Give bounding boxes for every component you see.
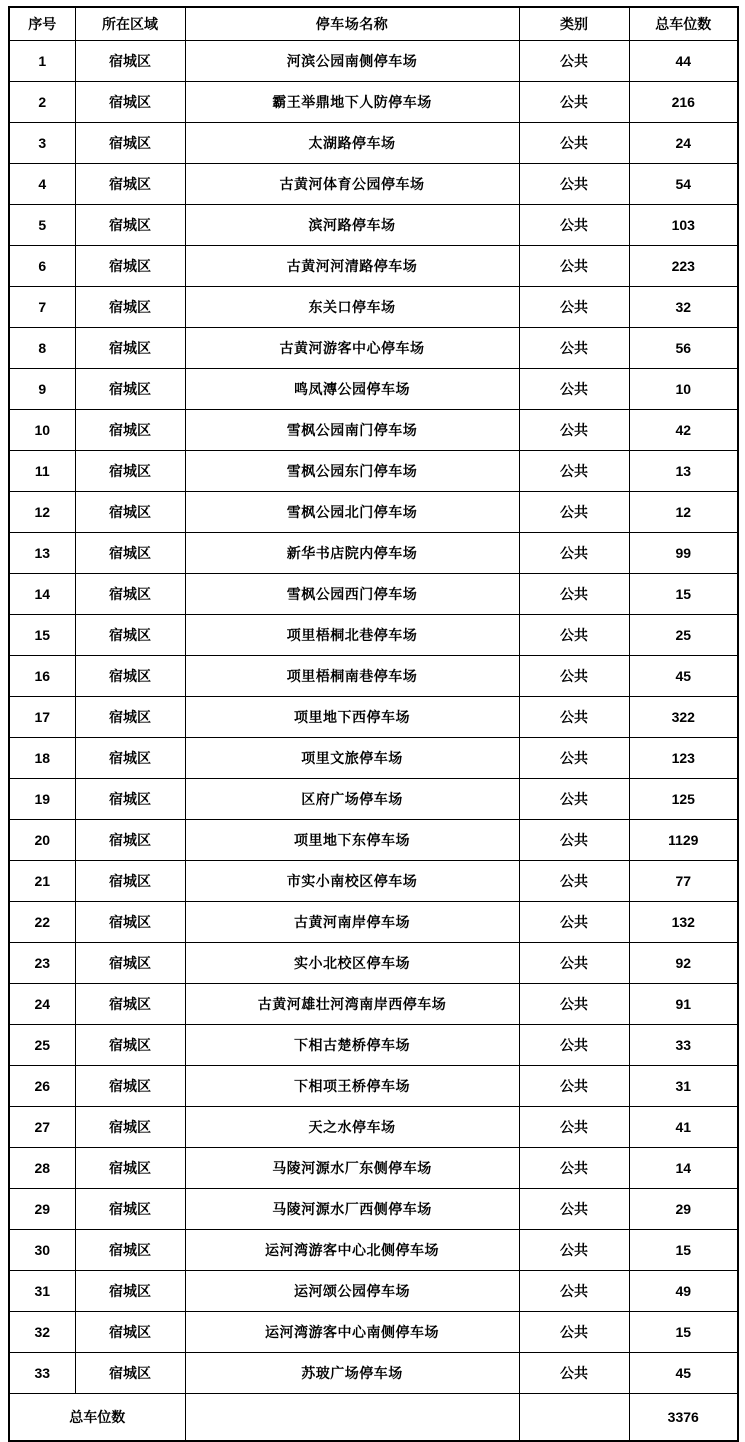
table-row bbox=[9, 1353, 738, 1394]
cell-parking-name: 项里地下东停车场 bbox=[185, 820, 519, 861]
table-row bbox=[9, 41, 738, 82]
column-header-total-spaces: 总车位数 bbox=[629, 7, 738, 41]
table-row bbox=[9, 1066, 738, 1107]
cell-total-spaces: 92 bbox=[629, 943, 738, 984]
cell-index: 30 bbox=[9, 1230, 75, 1271]
cell-total-spaces: 15 bbox=[629, 1312, 738, 1353]
cell-total-spaces: 15 bbox=[629, 1230, 738, 1271]
cell-area: 宿城区 bbox=[75, 615, 185, 656]
cell-category: 公共 bbox=[519, 861, 629, 902]
cell-index: 19 bbox=[9, 779, 75, 820]
cell-area: 宿城区 bbox=[75, 1312, 185, 1353]
cell-category: 公共 bbox=[519, 123, 629, 164]
cell-total-spaces: 125 bbox=[629, 779, 738, 820]
table-row bbox=[9, 451, 738, 492]
cell-parking-name: 运河颂公园停车场 bbox=[185, 1271, 519, 1312]
cell-parking-name: 雪枫公园西门停车场 bbox=[185, 574, 519, 615]
cell-index: 12 bbox=[9, 492, 75, 533]
cell-area: 宿城区 bbox=[75, 1230, 185, 1271]
cell-parking-name: 霸王举鼎地下人防停车场 bbox=[185, 82, 519, 123]
cell-parking-name: 雪枫公园南门停车场 bbox=[185, 410, 519, 451]
cell-area: 宿城区 bbox=[75, 82, 185, 123]
cell-category: 公共 bbox=[519, 246, 629, 287]
cell-index: 26 bbox=[9, 1066, 75, 1107]
cell-parking-name: 古黄河游客中心停车场 bbox=[185, 328, 519, 369]
total-value: 3376 bbox=[629, 1394, 738, 1442]
cell-category: 公共 bbox=[519, 533, 629, 574]
cell-parking-name: 项里地下西停车场 bbox=[185, 697, 519, 738]
cell-parking-name: 项里梧桐北巷停车场 bbox=[185, 615, 519, 656]
table-row bbox=[9, 287, 738, 328]
cell-area: 宿城区 bbox=[75, 943, 185, 984]
table-row bbox=[9, 615, 738, 656]
table-row bbox=[9, 1107, 738, 1148]
cell-area: 宿城区 bbox=[75, 492, 185, 533]
table-row bbox=[9, 902, 738, 943]
table-row bbox=[9, 697, 738, 738]
table-row bbox=[9, 1189, 738, 1230]
cell-parking-name: 运河湾游客中心北侧停车场 bbox=[185, 1230, 519, 1271]
cell-category: 公共 bbox=[519, 205, 629, 246]
cell-total-spaces: 223 bbox=[629, 246, 738, 287]
cell-parking-name: 古黄河雄壮河湾南岸西停车场 bbox=[185, 984, 519, 1025]
cell-category: 公共 bbox=[519, 656, 629, 697]
cell-index: 27 bbox=[9, 1107, 75, 1148]
cell-area: 宿城区 bbox=[75, 287, 185, 328]
cell-total-spaces: 132 bbox=[629, 902, 738, 943]
cell-parking-name: 项里梧桐南巷停车场 bbox=[185, 656, 519, 697]
table-row bbox=[9, 820, 738, 861]
table-row bbox=[9, 123, 738, 164]
table-row bbox=[9, 656, 738, 697]
cell-parking-name: 下相项王桥停车场 bbox=[185, 1066, 519, 1107]
table-row bbox=[9, 1025, 738, 1066]
cell-index: 22 bbox=[9, 902, 75, 943]
cell-index: 32 bbox=[9, 1312, 75, 1353]
cell-area: 宿城区 bbox=[75, 451, 185, 492]
table-row bbox=[9, 779, 738, 820]
cell-parking-name: 河滨公园南侧停车场 bbox=[185, 41, 519, 82]
cell-category: 公共 bbox=[519, 574, 629, 615]
table-row bbox=[9, 246, 738, 287]
table-row bbox=[9, 574, 738, 615]
cell-area: 宿城区 bbox=[75, 820, 185, 861]
cell-category: 公共 bbox=[519, 697, 629, 738]
cell-area: 宿城区 bbox=[75, 328, 185, 369]
cell-index: 33 bbox=[9, 1353, 75, 1394]
table-row bbox=[9, 410, 738, 451]
cell-area: 宿城区 bbox=[75, 1271, 185, 1312]
cell-parking-name: 区府广场停车场 bbox=[185, 779, 519, 820]
cell-index: 11 bbox=[9, 451, 75, 492]
cell-total-spaces: 1129 bbox=[629, 820, 738, 861]
cell-index: 18 bbox=[9, 738, 75, 779]
table-row bbox=[9, 1230, 738, 1271]
cell-category: 公共 bbox=[519, 779, 629, 820]
cell-index: 7 bbox=[9, 287, 75, 328]
cell-index: 2 bbox=[9, 82, 75, 123]
cell-total-spaces: 14 bbox=[629, 1148, 738, 1189]
cell-parking-name: 新华书店院内停车场 bbox=[185, 533, 519, 574]
cell-total-spaces: 103 bbox=[629, 205, 738, 246]
cell-index: 13 bbox=[9, 533, 75, 574]
table-row bbox=[9, 164, 738, 205]
cell-area: 宿城区 bbox=[75, 246, 185, 287]
cell-total-spaces: 29 bbox=[629, 1189, 738, 1230]
table-row bbox=[9, 82, 738, 123]
cell-total-spaces: 56 bbox=[629, 328, 738, 369]
column-header-name: 停车场名称 bbox=[185, 7, 519, 41]
cell-area: 宿城区 bbox=[75, 369, 185, 410]
cell-parking-name: 天之水停车场 bbox=[185, 1107, 519, 1148]
cell-total-spaces: 12 bbox=[629, 492, 738, 533]
cell-category: 公共 bbox=[519, 1148, 629, 1189]
cell-total-spaces: 33 bbox=[629, 1025, 738, 1066]
cell-total-spaces: 91 bbox=[629, 984, 738, 1025]
cell-area: 宿城区 bbox=[75, 738, 185, 779]
cell-index: 14 bbox=[9, 574, 75, 615]
cell-parking-name: 马陵河源水厂西侧停车场 bbox=[185, 1189, 519, 1230]
cell-area: 宿城区 bbox=[75, 1107, 185, 1148]
cell-area: 宿城区 bbox=[75, 902, 185, 943]
cell-category: 公共 bbox=[519, 738, 629, 779]
column-header-index: 序号 bbox=[9, 7, 75, 41]
cell-category: 公共 bbox=[519, 615, 629, 656]
cell-index: 15 bbox=[9, 615, 75, 656]
cell-total-spaces: 13 bbox=[629, 451, 738, 492]
cell-category: 公共 bbox=[519, 1353, 629, 1394]
cell-parking-name: 雪枫公园东门停车场 bbox=[185, 451, 519, 492]
cell-area: 宿城区 bbox=[75, 984, 185, 1025]
table-body bbox=[9, 41, 738, 1394]
cell-category: 公共 bbox=[519, 369, 629, 410]
cell-total-spaces: 44 bbox=[629, 41, 738, 82]
cell-area: 宿城区 bbox=[75, 779, 185, 820]
cell-area: 宿城区 bbox=[75, 1353, 185, 1394]
cell-parking-name: 市实小南校区停车场 bbox=[185, 861, 519, 902]
cell-total-spaces: 41 bbox=[629, 1107, 738, 1148]
table-row bbox=[9, 1312, 738, 1353]
cell-category: 公共 bbox=[519, 410, 629, 451]
cell-category: 公共 bbox=[519, 820, 629, 861]
cell-index: 10 bbox=[9, 410, 75, 451]
cell-total-spaces: 31 bbox=[629, 1066, 738, 1107]
cell-total-spaces: 15 bbox=[629, 574, 738, 615]
cell-category: 公共 bbox=[519, 164, 629, 205]
cell-index: 28 bbox=[9, 1148, 75, 1189]
cell-area: 宿城区 bbox=[75, 574, 185, 615]
cell-index: 31 bbox=[9, 1271, 75, 1312]
table-header bbox=[9, 7, 738, 41]
cell-parking-name: 鸣凤漙公园停车场 bbox=[185, 369, 519, 410]
cell-category: 公共 bbox=[519, 1107, 629, 1148]
cell-category: 公共 bbox=[519, 492, 629, 533]
cell-category: 公共 bbox=[519, 41, 629, 82]
cell-index: 4 bbox=[9, 164, 75, 205]
cell-category: 公共 bbox=[519, 451, 629, 492]
cell-index: 9 bbox=[9, 369, 75, 410]
table-row bbox=[9, 492, 738, 533]
cell-index: 23 bbox=[9, 943, 75, 984]
cell-parking-name: 滨河路停车场 bbox=[185, 205, 519, 246]
cell-parking-name: 苏玻广场停车场 bbox=[185, 1353, 519, 1394]
cell-area: 宿城区 bbox=[75, 205, 185, 246]
cell-parking-name: 古黄河体育公园停车场 bbox=[185, 164, 519, 205]
cell-category: 公共 bbox=[519, 1230, 629, 1271]
cell-total-spaces: 216 bbox=[629, 82, 738, 123]
table-row bbox=[9, 738, 738, 779]
table-row bbox=[9, 943, 738, 984]
cell-category: 公共 bbox=[519, 1025, 629, 1066]
cell-index: 1 bbox=[9, 41, 75, 82]
cell-index: 24 bbox=[9, 984, 75, 1025]
cell-area: 宿城区 bbox=[75, 697, 185, 738]
cell-category: 公共 bbox=[519, 984, 629, 1025]
cell-parking-name: 马陵河源水厂东侧停车场 bbox=[185, 1148, 519, 1189]
cell-parking-name: 运河湾游客中心南侧停车场 bbox=[185, 1312, 519, 1353]
cell-parking-name: 古黄河河清路停车场 bbox=[185, 246, 519, 287]
cell-parking-name: 下相古楚桥停车场 bbox=[185, 1025, 519, 1066]
cell-parking-name: 太湖路停车场 bbox=[185, 123, 519, 164]
cell-category: 公共 bbox=[519, 1189, 629, 1230]
column-header-category: 类别 bbox=[519, 7, 629, 41]
cell-area: 宿城区 bbox=[75, 1025, 185, 1066]
cell-total-spaces: 99 bbox=[629, 533, 738, 574]
cell-index: 21 bbox=[9, 861, 75, 902]
cell-category: 公共 bbox=[519, 943, 629, 984]
cell-area: 宿城区 bbox=[75, 656, 185, 697]
cell-index: 17 bbox=[9, 697, 75, 738]
cell-area: 宿城区 bbox=[75, 1189, 185, 1230]
cell-parking-name: 东关口停车场 bbox=[185, 287, 519, 328]
cell-parking-name: 项里文旅停车场 bbox=[185, 738, 519, 779]
parking-lot-table bbox=[8, 6, 739, 1442]
cell-index: 3 bbox=[9, 123, 75, 164]
cell-category: 公共 bbox=[519, 1271, 629, 1312]
cell-index: 20 bbox=[9, 820, 75, 861]
cell-area: 宿城区 bbox=[75, 1148, 185, 1189]
table-header-row bbox=[9, 7, 738, 41]
total-label: 总车位数 bbox=[9, 1394, 185, 1442]
table-row bbox=[9, 984, 738, 1025]
cell-total-spaces: 49 bbox=[629, 1271, 738, 1312]
cell-index: 25 bbox=[9, 1025, 75, 1066]
table-row bbox=[9, 369, 738, 410]
cell-area: 宿城区 bbox=[75, 533, 185, 574]
cell-total-spaces: 32 bbox=[629, 287, 738, 328]
cell-category: 公共 bbox=[519, 1066, 629, 1107]
table-row bbox=[9, 328, 738, 369]
cell-total-spaces: 25 bbox=[629, 615, 738, 656]
cell-area: 宿城区 bbox=[75, 41, 185, 82]
column-header-area: 所在区域 bbox=[75, 7, 185, 41]
cell-parking-name: 古黄河南岸停车场 bbox=[185, 902, 519, 943]
table-row bbox=[9, 533, 738, 574]
cell-total-spaces: 42 bbox=[629, 410, 738, 451]
cell-category: 公共 bbox=[519, 82, 629, 123]
cell-total-spaces: 123 bbox=[629, 738, 738, 779]
cell-area: 宿城区 bbox=[75, 861, 185, 902]
cell-category: 公共 bbox=[519, 1312, 629, 1353]
cell-category: 公共 bbox=[519, 287, 629, 328]
cell-area: 宿城区 bbox=[75, 123, 185, 164]
cell-area: 宿城区 bbox=[75, 1066, 185, 1107]
cell-total-spaces: 322 bbox=[629, 697, 738, 738]
table-row bbox=[9, 861, 738, 902]
cell-index: 16 bbox=[9, 656, 75, 697]
cell-total-spaces: 45 bbox=[629, 1353, 738, 1394]
cell-total-spaces: 54 bbox=[629, 164, 738, 205]
cell-index: 5 bbox=[9, 205, 75, 246]
cell-parking-name: 实小北校区停车场 bbox=[185, 943, 519, 984]
cell-total-spaces: 45 bbox=[629, 656, 738, 697]
cell-index: 29 bbox=[9, 1189, 75, 1230]
cell-index: 6 bbox=[9, 246, 75, 287]
table-row bbox=[9, 1271, 738, 1312]
cell-total-spaces: 24 bbox=[629, 123, 738, 164]
cell-parking-name: 雪枫公园北门停车场 bbox=[185, 492, 519, 533]
cell-total-spaces: 77 bbox=[629, 861, 738, 902]
table-row bbox=[9, 205, 738, 246]
cell-category: 公共 bbox=[519, 902, 629, 943]
cell-area: 宿城区 bbox=[75, 410, 185, 451]
table-row bbox=[9, 1148, 738, 1189]
cell-area: 宿城区 bbox=[75, 164, 185, 205]
cell-index: 8 bbox=[9, 328, 75, 369]
cell-total-spaces: 10 bbox=[629, 369, 738, 410]
cell-category: 公共 bbox=[519, 328, 629, 369]
